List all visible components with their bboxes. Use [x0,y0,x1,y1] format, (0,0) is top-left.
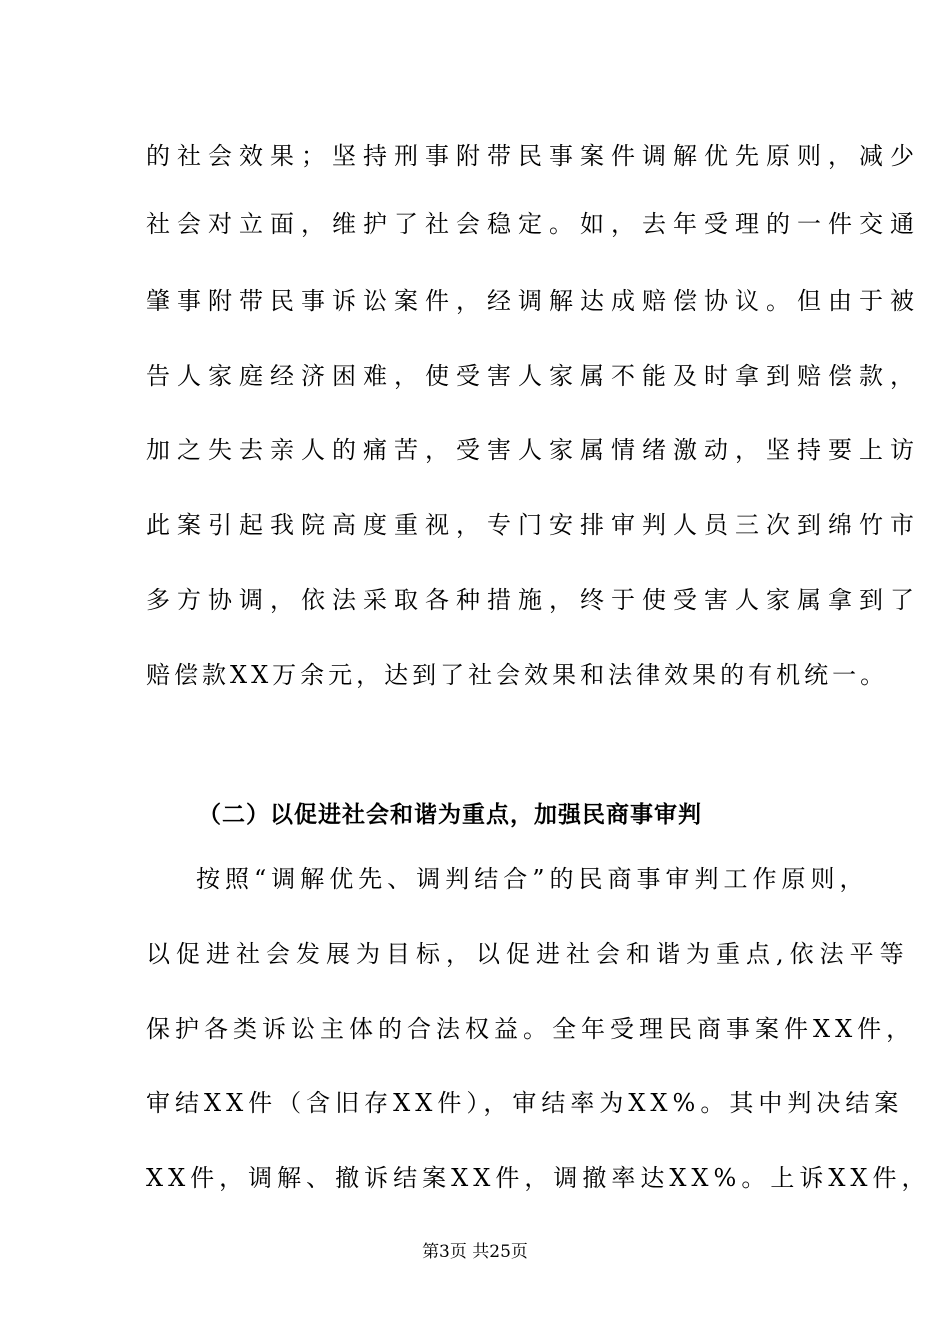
body-text-line: 赔偿款XX万余元，达到了社会效果和法律效果的有机统一。 [146,661,889,689]
body-text-line: 多方协调，依法采取各种措施，终于使受害人家属拿到了 [146,586,921,614]
body-text-line: 的社会效果；坚持刑事附带民事案件调解优先原则，减少 [146,142,921,170]
page-footer: 第3页 共25页 [422,1242,528,1262]
body-text-line: 保护各类诉讼主体的合法权益。全年受理民商事案件XX件， [146,1015,916,1043]
body-text-line: 以促进社会发展为目标，以促进社会和谐为重点,依法平等 [146,940,910,968]
body-text-line: XX件，调解、撤诉结案XX件，调撤率达XX%。上诉XX件， [146,1164,931,1192]
body-text-line: 社会对立面，维护了社会稳定。如，去年受理的一件交通 [146,210,921,238]
body-text-line: 审结XX件（含旧存XX件），审结率为XX%。其中判决结案 [146,1089,904,1117]
section-heading: （二）以促进社会和谐为重点，加强民商事审判 [198,802,702,828]
body-text-line: 此案引起我院高度重视，专门安排审判人员三次到绵竹市 [146,511,921,539]
body-text-line: 按照“调解优先、调判结合”的民商事审判工作原则， [196,865,869,893]
body-text-line: 肇事附带民事诉讼案件，经调解达成赔偿协议。但由于被 [146,287,921,315]
body-text-line: 加之失去亲人的痛苦，受害人家属情绪激动，坚持要上访 [146,436,921,464]
body-text-line: 告人家庭经济困难，使受害人家属不能及时拿到赔偿款， [146,362,921,390]
